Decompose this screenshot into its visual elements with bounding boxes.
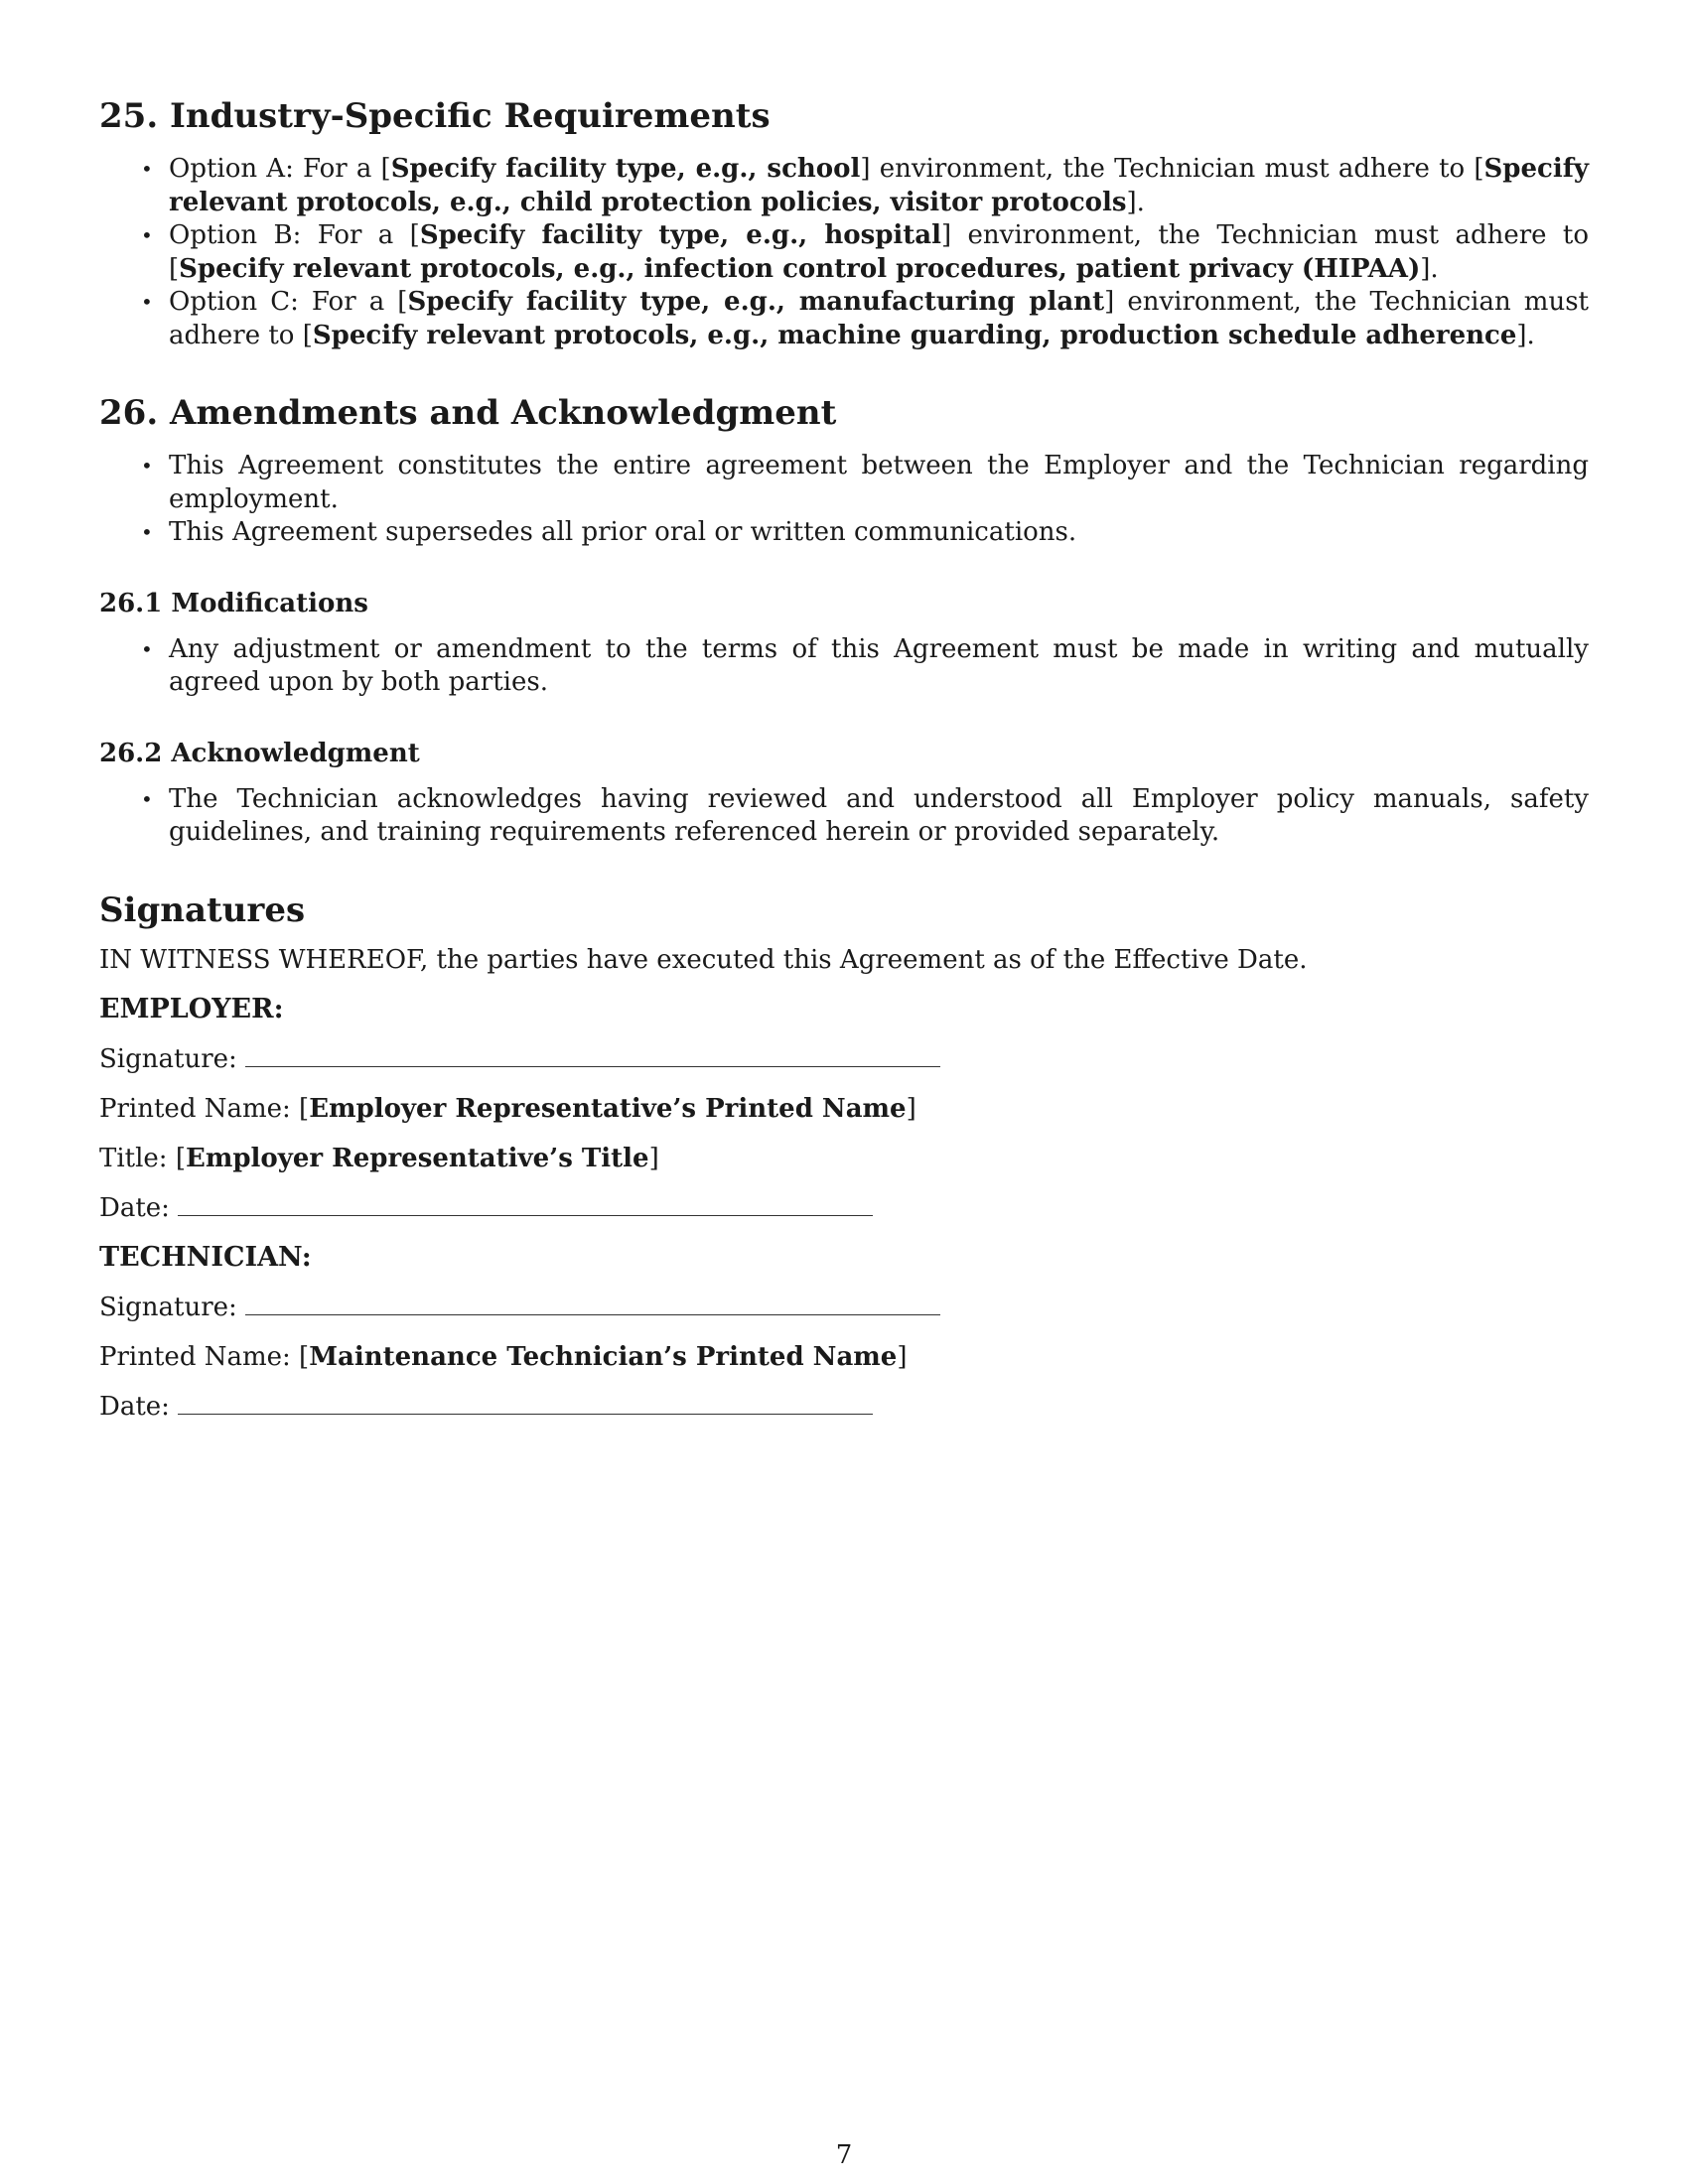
list-item: • This Agreement supersedes all prior oral or written communications.: [141, 517, 1077, 547]
printed-name-label: Printed Name:: [99, 1341, 291, 1372]
technician-printed-name: Maintenance Technician’s Printed Name: [309, 1341, 898, 1372]
employer-name-row: Printed Name: [Employer Representative’s Printed Name]: [99, 1093, 916, 1124]
section-26-title: 26. Amendments and Acknowledgment: [99, 393, 837, 433]
employer-date-row: [99, 1191, 1589, 1225]
date-label: Date:: [99, 1391, 170, 1422]
section-26: [99, 392, 1589, 850]
page-number: 7: [835, 2140, 853, 2170]
technician-signature-row: [99, 1291, 1589, 1324]
employer-signature-line[interactable]: [245, 1065, 940, 1067]
subsection-26-1-title: 26.1 Modifications: [99, 588, 368, 618]
witness-statement: IN WITNESS WHEREOF, the parties have executed this Agreement as of the Effective Date.: [99, 944, 1308, 975]
technician-name-row: Printed Name: [Maintenance Technician’s Printed Name]: [99, 1341, 908, 1372]
subsection-26-1-bullets: [99, 633, 1589, 700]
list-item: • This Agreement constitutes the entire agreement between the Employer and the Technician regarding employment.: [141, 451, 1589, 514]
employer-heading: EMPLOYER:: [99, 993, 284, 1024]
signature-label: Signature:: [99, 1043, 237, 1074]
printed-name-label: Printed Name:: [99, 1093, 291, 1124]
list-item: • Any adjustment or amendment to the terms of this Agreement must be made in writing and mutually agreed upon by both parties.: [141, 633, 1589, 697]
technician-date-row: [99, 1390, 1589, 1424]
signatures-section: [99, 889, 1589, 1424]
option-c: • Option C: For a [Specify facility type, e.g., manufacturing plant] environment, the Technician must adhere to [Specify relevant protocols, e.g., machine guarding, production schedule adherence].: [141, 287, 1589, 350]
employer-signature-row: [99, 1042, 1589, 1076]
employer-date-line[interactable]: [178, 1214, 873, 1216]
technician-heading: TECHNICIAN:: [99, 1241, 312, 1273]
list-item: • The Technician acknowledges having reviewed and understood all Employer policy manuals, safety guidelines, and training requirements referenced herein or provided separately.: [141, 783, 1589, 847]
technician-signature-line[interactable]: [245, 1313, 940, 1315]
document-page: [99, 95, 1589, 1424]
option-a: • Option A: For a [Specify facility type, e.g., school] environment, the Technician must adhere to [Specify relevant protocols, e.g., child protection policies, visitor protocols].: [141, 154, 1590, 217]
section-25-title: 25. Industry-Specific Requirements: [99, 96, 771, 136]
section-25: [99, 95, 1589, 352]
employer-title: Employer Representative’s Title: [186, 1143, 649, 1173]
subsection-26-2-title: 26.2 Acknowledgment: [99, 738, 420, 768]
option-b: • Option B: For a [Specify facility type, e.g., hospital] environment, the Technician must adhere to [Specify relevant protocols, e.g., infection control procedures, patient privacy (HIPAA)].: [141, 220, 1590, 284]
signatures-title: Signatures: [99, 889, 306, 930]
section-25-options: [99, 153, 1589, 352]
title-label: Title:: [99, 1143, 168, 1173]
employer-printed-name: Employer Representative’s Printed Name: [309, 1093, 907, 1124]
subsection-26-2-bullets: [99, 783, 1589, 850]
section-26-bullets: [99, 450, 1589, 550]
employer-title-row: Title: [Employer Representative’s Title]: [99, 1143, 659, 1173]
signature-label: Signature:: [99, 1292, 237, 1322]
date-label: Date:: [99, 1192, 170, 1223]
technician-date-line[interactable]: [178, 1413, 873, 1415]
